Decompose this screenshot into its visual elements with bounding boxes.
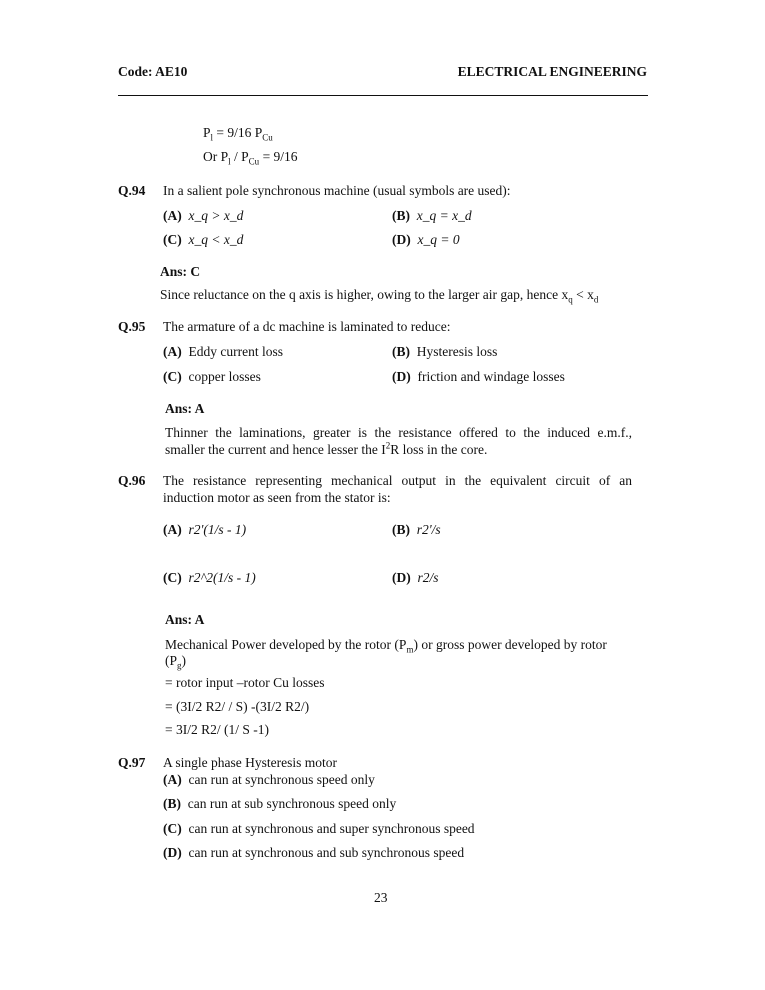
answer: Ans: A xyxy=(165,401,205,416)
option-a: (A) Eddy current loss xyxy=(163,344,283,359)
question-number: Q.96 xyxy=(118,473,146,488)
option-b: (B) r2'/s xyxy=(392,522,441,537)
answer: Ans: A xyxy=(165,612,205,627)
option-c: (C) can run at synchronous and super synchronous speed xyxy=(163,821,475,836)
intro-line-1: $P_l = 9/16$ $P_{Cu}$ xyxy=(203,125,273,143)
option-a: (A) can run at synchronous speed only xyxy=(163,772,375,787)
explanation: Since reluctance on the q axis is higher, owing to the larger air gap, hence $x_q < x_d$ xyxy=(160,287,599,305)
option-a: (A) r2'(1/s - 1) xyxy=(163,522,247,537)
explanation-line-3: = rotor input –rotor Cu losses xyxy=(165,675,325,690)
question-number: Q.97 xyxy=(118,755,146,770)
answer: Ans: C xyxy=(160,264,201,279)
question-text-line-2: induction motor as seen from the stator is: xyxy=(163,490,391,505)
explanation-line-1: Thinner the laminations, greater is the resistance offered to the induced e.m.f., xyxy=(165,425,632,440)
subject-title: ELECTRICAL ENGINEERING xyxy=(457,64,647,79)
option-c: (C) x_q < x_d xyxy=(163,232,244,247)
question-number: Q.95 xyxy=(118,319,146,334)
option-b: (B) x_q = x_d xyxy=(392,208,472,223)
question-text: In a salient pole synchronous machine (usual symbols are used): xyxy=(163,183,511,198)
question-text: A single phase Hysteresis motor xyxy=(163,755,337,770)
question-text: The armature of a dc machine is laminated to reduce: xyxy=(163,319,451,334)
option-d: (D) friction and windage losses xyxy=(392,369,565,384)
explanation-line-4: = (3I/2 R2/ / S) -(3I/2 R2/) xyxy=(165,699,310,714)
option-d: (D) can run at synchronous and sub synchronous speed xyxy=(163,845,465,860)
explanation-line-2: $(P_g)$ xyxy=(165,653,187,671)
option-c: (C) copper losses xyxy=(163,369,261,384)
explanation-line-1: Mechanical Power developed by the rotor $(P_m)$ or gross power developed by rotor xyxy=(165,637,607,655)
option-b: (B) Hysteresis loss xyxy=(392,344,498,359)
option-d: (D) r2/s xyxy=(392,570,439,585)
explanation-line-2: smaller the current and hence lesser the $I^2R$ loss in the core. xyxy=(165,440,488,457)
option-c: (C) r2^2(1/s - 1) xyxy=(163,570,256,585)
paper-code: Code: AE10 xyxy=(118,64,188,79)
option-a: (A) x_q > x_d xyxy=(163,208,244,223)
question-text-line-1: The resistance representing mechanical output in the equivalent circuit of an xyxy=(163,473,632,488)
option-b: (B) can run at sub synchronous speed only xyxy=(163,796,397,811)
page-number: 23 xyxy=(374,890,388,905)
option-d: (D) x_q = 0 xyxy=(392,232,460,247)
intro-line-2: Or $P_l / P_{Cu} = 9/16$ xyxy=(203,149,298,167)
question-number: Q.94 xyxy=(118,183,146,198)
explanation-line-5: = 3I/2 R2/ (1/ S -1) xyxy=(165,722,269,737)
header-rule xyxy=(118,95,648,96)
